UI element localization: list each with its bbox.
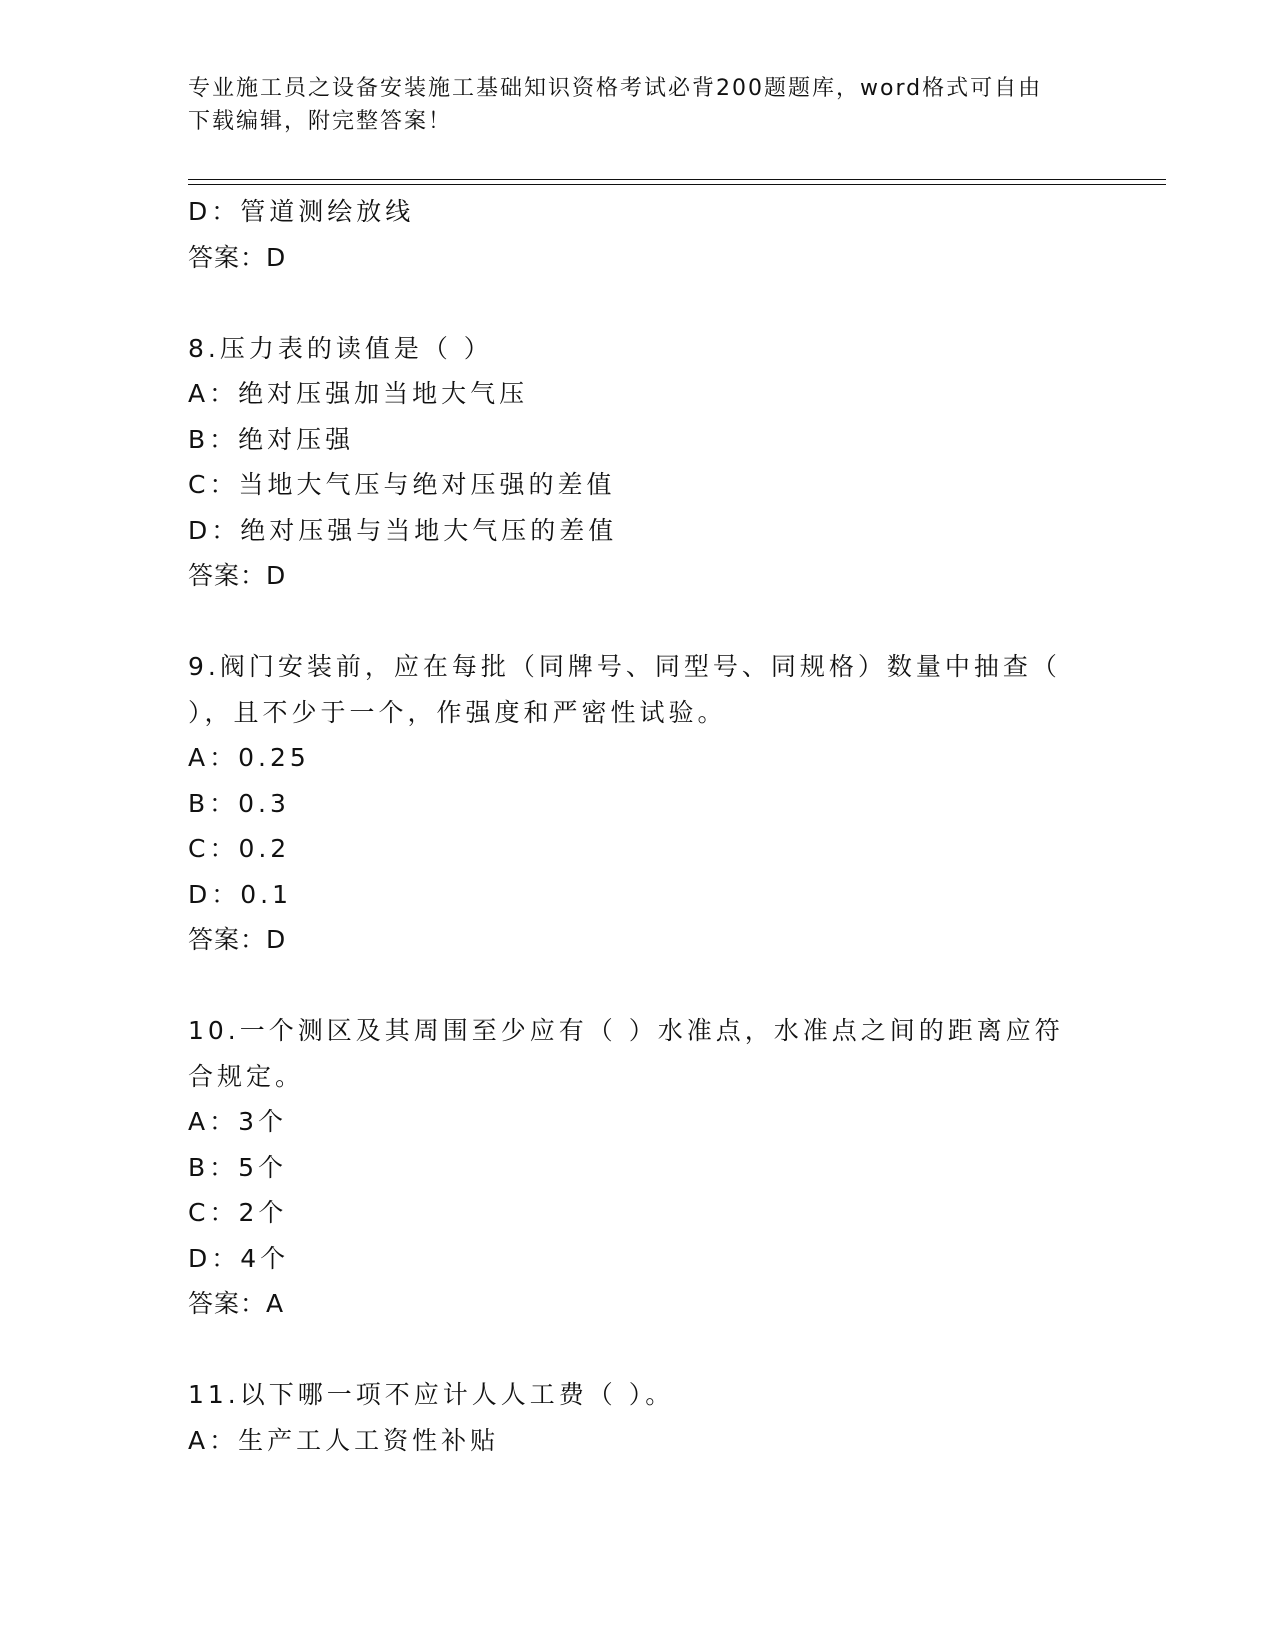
question-list	[188, 189, 1088, 1463]
header-divider-bottom	[188, 184, 1166, 185]
header-divider-top	[188, 179, 1166, 180]
header-title-line-2: 下载编辑，附完整答案！	[188, 109, 453, 134]
q8-option-d: D：绝对压强与当地大气压的差值	[188, 515, 618, 545]
q7-option-d: D：管道测绘放线	[188, 197, 415, 226]
q10-option-a: A：3个	[188, 1107, 288, 1136]
q10-answer: 答案：A	[188, 1289, 285, 1318]
spacer	[188, 963, 1088, 1009]
q10-option-d: D：4个	[188, 1243, 290, 1273]
spacer	[188, 599, 1088, 645]
q10-option-b: B：5个	[188, 1152, 288, 1182]
spacer	[188, 1327, 1088, 1373]
q9-option-d: D：0.1	[188, 879, 293, 909]
document-header	[188, 72, 1088, 138]
q9-option-b: B：0.3	[188, 788, 290, 818]
q8-option-c: C：当地大气压与绝对压强的差值	[188, 470, 616, 499]
header-title-line-1: 专业施工员之设备安装施工基础知识资格考试必背200题题库，word格式可自由	[188, 76, 1043, 101]
q11-stem: 11.以下哪一项不应计人人工费（ ）。	[188, 1380, 675, 1409]
q9-option-c: C：0.2	[188, 834, 291, 863]
q10-option-c: C：2个	[188, 1198, 288, 1227]
q8-stem: 8.压力表的读值是（ ）	[188, 333, 493, 363]
q9-option-a: A：0.25	[188, 743, 310, 772]
q10-stem-line-1: 10.一个测区及其周围至少应有（ ）水准点，水准点之间的距离应符	[188, 1016, 1064, 1045]
q7-answer: 答案：D	[188, 242, 287, 272]
spacer	[188, 280, 1088, 326]
q9-stem-line-1: 9.阀门安装前，应在每批（同牌号、同型号、同规格）数量中抽查（	[188, 652, 1061, 681]
q8-answer: 答案：D	[188, 561, 287, 590]
q9-stem-line-2: ），且不少于一个，作强度和严密性试验。	[188, 697, 727, 727]
q9-answer: 答案：D	[188, 925, 287, 954]
q11-option-a: A：生产工人工资性补贴	[188, 1425, 500, 1455]
q8-option-b: B：绝对压强	[188, 424, 355, 454]
q10-stem-line-2: 合规定。	[188, 1061, 305, 1091]
q8-option-a: A：绝对压强加当地大气压	[188, 379, 529, 408]
